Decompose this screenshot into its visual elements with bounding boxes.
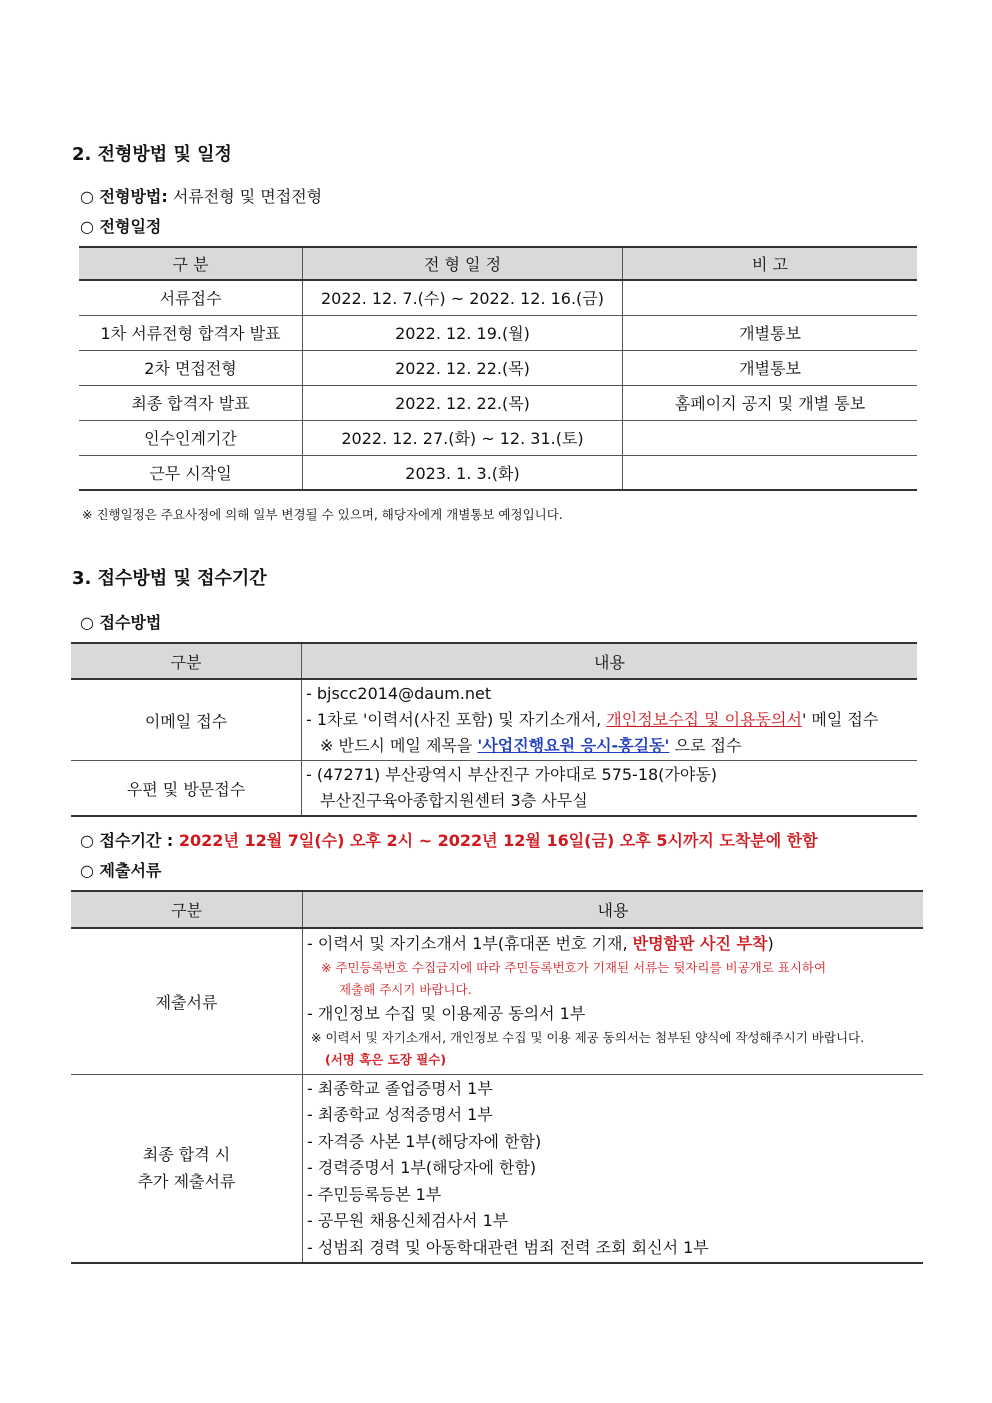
submit-note-1: ※ 주민등록번호 수집금지에 따라 주민등록번호가 기재된 서류는 뒷자리를 비공개로 표시하여	[321, 960, 827, 976]
list-item: - 자격증 사본 1부(해당자에 한함)	[307, 1131, 542, 1151]
row-date: 2022. 12. 27.(화) ~ 12. 31.(토)	[303, 420, 623, 455]
row-category: 근무 시작일	[79, 455, 303, 490]
table-row	[79, 420, 917, 455]
email-address: - bjscc2014@daum.net	[306, 684, 492, 703]
submit-note-4: (서명 혹은 도장 필수)	[325, 1052, 447, 1068]
schedule-header-category: 구 분	[79, 247, 303, 280]
method-header-category: 구분	[71, 643, 302, 679]
row-category: 인수인계기간	[79, 420, 303, 455]
section3-heading: 3. 접수방법 및 접수기간	[72, 568, 267, 589]
row-date: 2023. 1. 3.(화)	[303, 455, 623, 490]
docs-header-category: 구분	[71, 891, 303, 928]
list-item: - 공무원 채용신체검사서 1부	[307, 1211, 509, 1230]
period-value: 2022년 12월 7일(수) 오후 2시 ~ 2022년 12월 16일(금) 오후 5시까지 도착분에 한함	[178, 831, 818, 850]
list-item: - 최종학교 성적증명서 1부	[307, 1105, 493, 1124]
final-label: 최종 합격 시 추가 제출서류	[71, 1074, 303, 1263]
schedule-header-date: 전 형 일 정	[303, 247, 623, 280]
email-instruction: - 1차로 '이력서(사진 포함) 및 자기소개서, 개인정보수집 및 이용동의서' 메일 접수	[306, 710, 879, 729]
submit-label: 제출서류	[71, 928, 303, 1074]
table-row	[79, 315, 917, 350]
table-row	[71, 679, 917, 761]
table-row	[79, 455, 917, 490]
method-value: 서류전형 및 면접전형	[167, 187, 323, 206]
docs-table	[71, 890, 923, 1264]
post-label: 우편 및 방문접수	[71, 761, 302, 817]
row-date: 2022. 12. 22.(목)	[303, 350, 623, 385]
schedule-label: ○ 전형일정	[80, 217, 162, 236]
table-row	[71, 761, 917, 817]
post-office: 부산진구육아종합지원센터 3층 사무실	[320, 791, 588, 810]
schedule-table	[79, 246, 917, 491]
docs-header-content: 내용	[303, 891, 924, 928]
row-note: 홈페이지 공지 및 개별 통보	[623, 385, 918, 420]
post-address: - (47271) 부산광역시 부산진구 가야대로 575-18(가야동)	[306, 765, 718, 784]
email-subject-note: ※ 반드시 메일 제목을 '사업진행요원 응시-홍길동' 으로 접수	[320, 736, 742, 755]
method-label: ○ 전형방법:	[80, 187, 168, 206]
row-category: 2차 면접전형	[79, 350, 303, 385]
method-table	[71, 642, 917, 817]
list-item: - 성범죄 경력 및 아동학대관련 범죄 전력 조회 회신서 1부	[307, 1237, 709, 1257]
row-category: 1차 서류전형 합격자 발표	[79, 315, 303, 350]
submit-consent: - 개인정보 수집 및 이용제공 동의서 1부	[307, 1004, 586, 1024]
reception-method-label: ○ 접수방법	[80, 613, 162, 632]
submit-note-2: 제출해 주시기 바랍니다.	[339, 982, 472, 998]
submit-resume: - 이력서 및 자기소개서 1부(휴대폰 번호 기재, 반명함판 사진 부착)	[307, 934, 774, 954]
row-note: 개별통보	[623, 350, 918, 385]
submit-note-3: ※ 이력서 및 자기소개서, 개인정보 수집 및 이용 제공 동의서는 첨부된 양식에 작성해주시기 바랍니다.	[311, 1030, 865, 1046]
schedule-note: ※ 진행일정은 주요사정에 의해 일부 변경될 수 있으며, 해당자에게 개별통보 예정입니다.	[82, 507, 563, 522]
email-label: 이메일 접수	[71, 679, 302, 761]
period-label: ○ 접수기간 :	[80, 831, 179, 850]
section2-heading: 2. 전형방법 및 일정	[72, 144, 232, 165]
table-row	[71, 1074, 923, 1263]
schedule-header-note: 비 고	[623, 247, 918, 280]
list-item: - 최종학교 졸업증명서 1부	[307, 1078, 493, 1098]
row-note: 개별통보	[623, 315, 918, 350]
table-row	[79, 350, 917, 385]
final-items	[303, 1074, 924, 1263]
row-date: 2022. 12. 22.(목)	[303, 385, 623, 420]
row-category: 서류접수	[79, 280, 303, 315]
period-line	[80, 828, 818, 851]
list-item: - 경력증명서 1부(해당자에 한함)	[307, 1158, 537, 1177]
row-date: 2022. 12. 19.(월)	[303, 315, 623, 350]
docs-label: ○ 제출서류	[80, 861, 162, 880]
row-category: 최종 합격자 발표	[79, 385, 303, 420]
row-note	[623, 455, 918, 490]
table-row	[79, 385, 917, 420]
method-header-content: 내용	[302, 643, 918, 679]
list-item: - 주민등록등본 1부	[307, 1184, 442, 1204]
row-note	[623, 420, 918, 455]
method-line	[80, 184, 322, 207]
row-date: 2022. 12. 7.(수) ~ 2022. 12. 16.(금)	[303, 280, 623, 315]
row-note	[623, 280, 918, 315]
table-row	[79, 280, 917, 315]
table-row	[71, 928, 923, 1074]
